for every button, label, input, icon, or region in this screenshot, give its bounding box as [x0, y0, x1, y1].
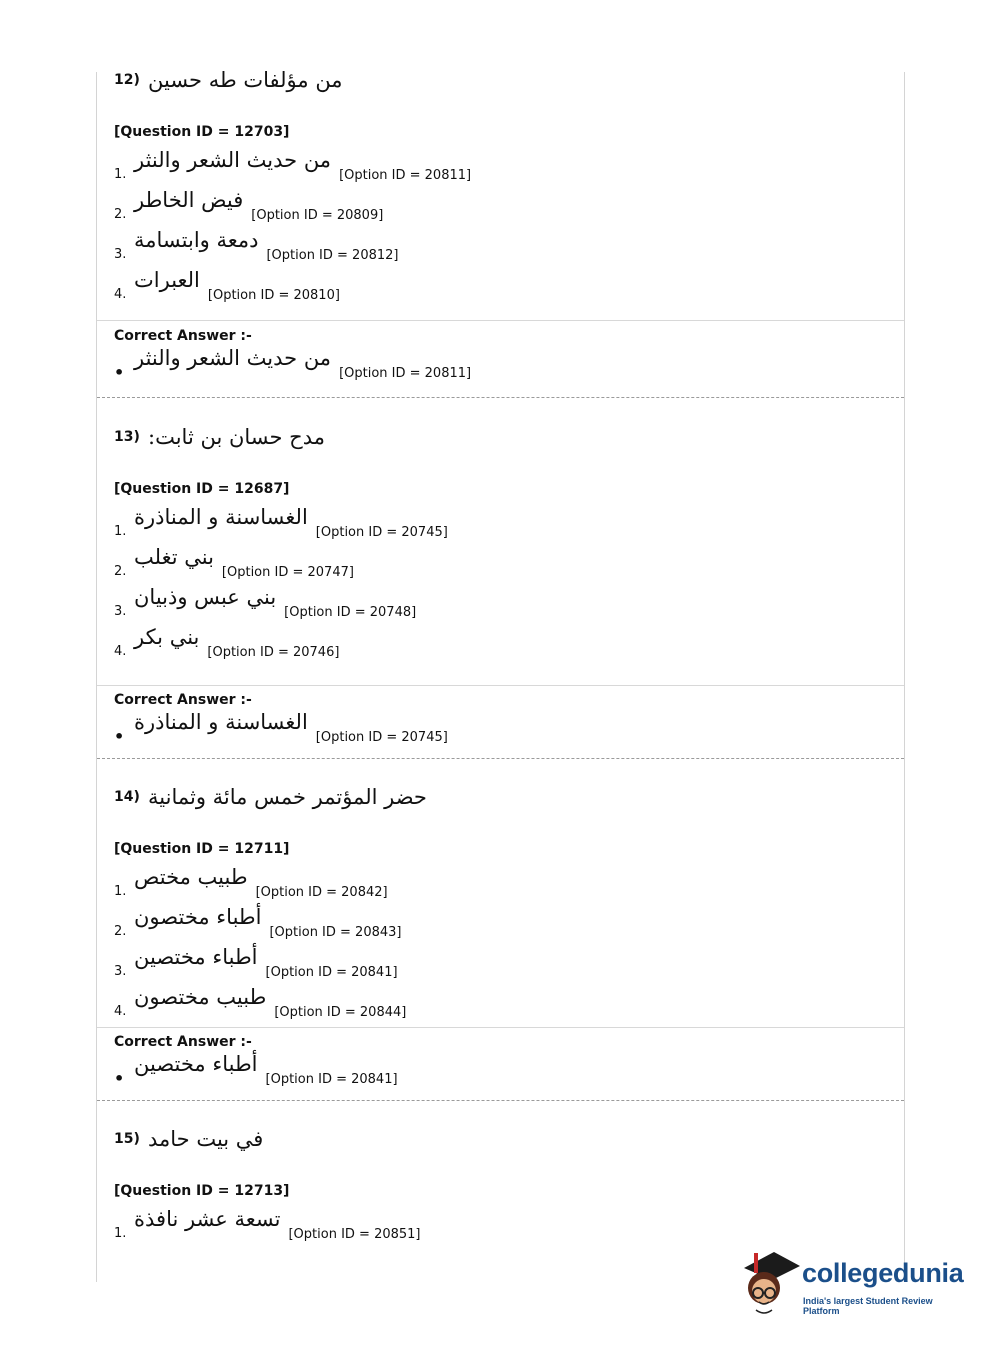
question-id: [Question ID = 12687]	[114, 481, 290, 497]
question-number: 13)	[114, 429, 140, 445]
option-text: من حديث الشعر والنثر	[134, 346, 332, 370]
bullet-icon: •	[114, 363, 125, 382]
option-number: 4.	[114, 644, 127, 659]
option-text: أطباء مختصين	[134, 945, 258, 969]
bullet-icon: •	[114, 727, 125, 746]
option-id: [Option ID = 20841]	[265, 1072, 398, 1087]
question-13	[114, 425, 894, 663]
question-text: حضر المؤتمر خمس مائة وثمانية	[148, 785, 427, 809]
correct-option	[114, 708, 894, 748]
correct-answer-12	[114, 328, 894, 384]
question-divider	[97, 1100, 904, 1101]
option-number: 4.	[114, 287, 127, 302]
correct-option	[114, 1050, 894, 1090]
section-divider	[97, 685, 904, 686]
option-id: [Option ID = 20844]	[274, 1005, 407, 1020]
option-number: 4.	[114, 1004, 127, 1019]
option-4	[114, 266, 894, 306]
option-number: 1.	[114, 1226, 127, 1241]
option-id: [Option ID = 20842]	[255, 885, 388, 900]
question-divider	[97, 758, 904, 759]
mascot-icon	[740, 1250, 802, 1320]
question-text: من مؤلفات طه حسين	[148, 68, 343, 92]
correct-option	[114, 344, 894, 384]
option-number: 1.	[114, 167, 127, 182]
option-id: [Option ID = 20746]	[207, 645, 340, 660]
collegedunia-logo[interactable]	[740, 1250, 970, 1320]
question-header	[114, 425, 894, 469]
option-number: 1.	[114, 884, 127, 899]
option-id: [Option ID = 20843]	[269, 925, 402, 940]
option-id: [Option ID = 20810]	[207, 288, 340, 303]
option-id: [Option ID = 20745]	[315, 525, 448, 540]
option-text: بني عبس وذبيان	[134, 585, 277, 609]
option-id: [Option ID = 20851]	[288, 1227, 421, 1242]
question-number: 14)	[114, 789, 140, 805]
option-id: [Option ID = 20841]	[265, 965, 398, 980]
option-1	[114, 146, 894, 186]
question-header	[114, 1127, 894, 1171]
question-text: مدح حسان بن ثابت:	[148, 425, 326, 449]
option-4	[114, 983, 894, 1023]
option-id: [Option ID = 20811]	[339, 366, 472, 381]
option-2	[114, 543, 894, 583]
question-text: في بيت حامد	[148, 1127, 264, 1151]
correct-answer-13	[114, 692, 894, 748]
option-number: 3.	[114, 247, 127, 262]
option-id: [Option ID = 20809]	[251, 208, 384, 223]
option-text: طبيب مختصون	[134, 985, 267, 1009]
bullet-icon: •	[114, 1069, 125, 1088]
option-number: 3.	[114, 604, 127, 619]
option-text: دمعة وابتسامة	[134, 228, 259, 252]
question-number: 15)	[114, 1131, 140, 1147]
option-1	[114, 863, 894, 903]
section-divider	[97, 320, 904, 321]
option-number: 1.	[114, 524, 127, 539]
option-text: بني بكر	[134, 625, 200, 649]
correct-answer-label: Correct Answer :-	[114, 692, 252, 708]
option-number: 2.	[114, 924, 127, 939]
option-number: 2.	[114, 564, 127, 579]
correct-answer-label: Correct Answer :-	[114, 328, 252, 344]
question-id: [Question ID = 12703]	[114, 124, 290, 140]
option-4	[114, 623, 894, 663]
option-text: تسعة عشر نافذة	[134, 1207, 281, 1231]
question-id: [Question ID = 12711]	[114, 841, 290, 857]
logo-wordmark: collegedunia	[802, 1258, 964, 1288]
option-number: 2.	[114, 207, 127, 222]
question-number: 12)	[114, 72, 140, 88]
question-divider	[97, 397, 904, 398]
option-number: 3.	[114, 964, 127, 979]
question-15	[114, 1127, 894, 1245]
option-text: فيض الخاطر	[134, 188, 244, 212]
option-id: [Option ID = 20811]	[339, 168, 472, 183]
logo-tagline: India's largest Student Review Platform	[803, 1296, 933, 1316]
option-2	[114, 186, 894, 226]
option-2	[114, 903, 894, 943]
section-divider	[97, 1027, 904, 1028]
option-3	[114, 226, 894, 266]
option-1	[114, 1205, 894, 1245]
option-3	[114, 943, 894, 983]
option-text: طبيب مختص	[134, 865, 248, 889]
option-text: العبرات	[134, 268, 200, 292]
question-paper-frame	[96, 68, 905, 1282]
option-text: بني تغلب	[134, 545, 214, 569]
option-text: أطباء مختصون	[134, 905, 262, 929]
option-id: [Option ID = 20745]	[315, 730, 448, 745]
question-14	[114, 785, 894, 1023]
option-1	[114, 503, 894, 543]
option-text: أطباء مختصين	[134, 1052, 258, 1076]
question-header	[114, 68, 894, 112]
correct-answer-14	[114, 1034, 894, 1090]
option-id: [Option ID = 20748]	[284, 605, 417, 620]
option-3	[114, 583, 894, 623]
option-text: من حديث الشعر والنثر	[134, 148, 332, 172]
option-text: الغساسنة و المناذرة	[134, 710, 308, 734]
correct-answer-label: Correct Answer :-	[114, 1034, 252, 1050]
question-id: [Question ID = 12713]	[114, 1183, 290, 1199]
option-id: [Option ID = 20747]	[221, 565, 354, 580]
option-text: الغساسنة و المناذرة	[134, 505, 308, 529]
question-12	[114, 68, 894, 306]
question-header	[114, 785, 894, 829]
option-id: [Option ID = 20812]	[266, 248, 399, 263]
